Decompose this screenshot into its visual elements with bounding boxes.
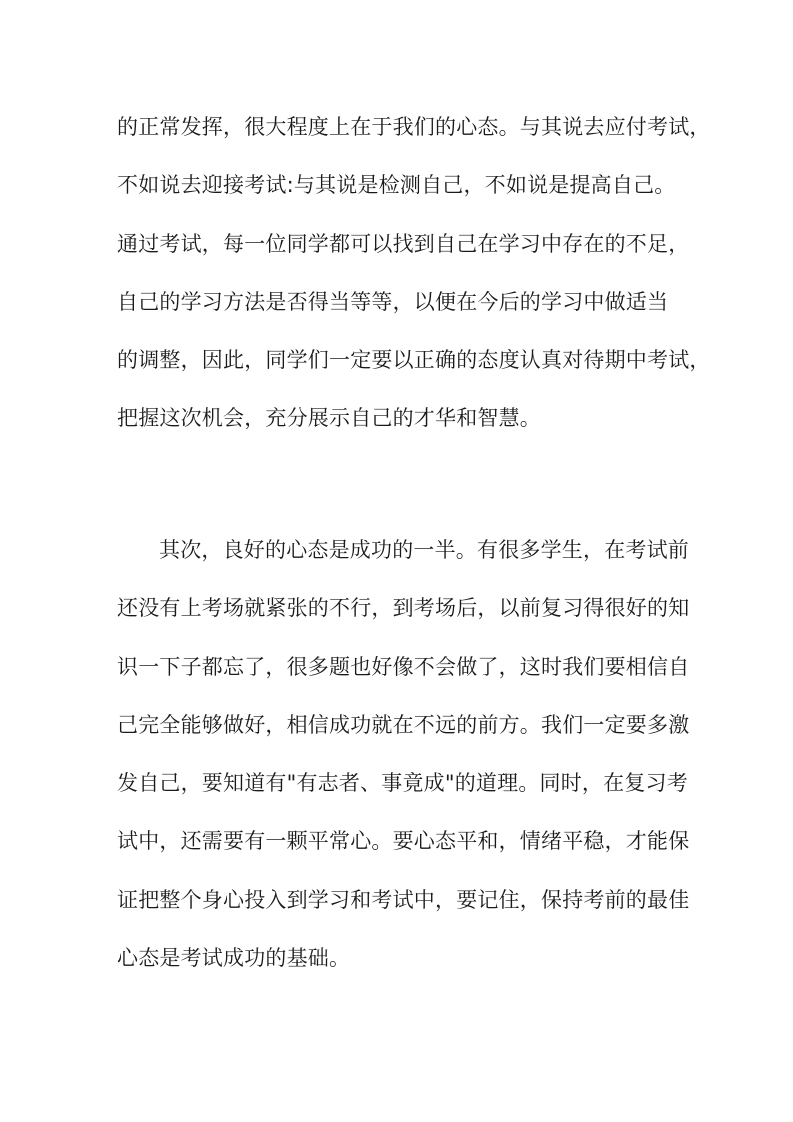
paragraph-line: 的正常发挥，很大程度上在于我们的心态。与其说去应付考试， xyxy=(117,115,711,139)
paragraph-line: 不如说去迎接考试:与其说是检测自己，不如说是提高自己。 xyxy=(117,173,676,198)
paragraph-line: 证把整个身心投入到学习和考试中，要记住，保持考前的最佳 xyxy=(117,887,690,912)
paragraph-line: 的调整，因此，同学们一定要以正确的态度认真对待期中考试， xyxy=(117,348,711,373)
paragraph-line: 识一下子都忘了，很多题也好像不会做了，这时我们要相信自 xyxy=(117,654,690,679)
paragraph-line: 通过考试，每一位同学都可以找到自己在学习中存在的不足， xyxy=(117,231,690,256)
paragraph-line: 还没有上考场就紧张的不行，到考场后，以前复习得很好的知 xyxy=(117,596,690,621)
paragraph-line: 己完全能够做好，相信成功就在不远的前方。我们一定要多激 xyxy=(117,712,690,737)
paragraph-line: 试中，还需要有一颗平常心。要心态平和，情绪平稳，才能保 xyxy=(117,829,690,854)
paragraph-first-line: 其次，良好的心态是成功的一半。有很多学生，在考试前 xyxy=(159,538,689,562)
paragraph-line: 自己的学习方法是否得当等等，以便在今后的学习中做适当 xyxy=(117,289,669,314)
paragraph-line: 心态是考试成功的基础。 xyxy=(117,946,351,971)
paragraph-1 xyxy=(117,98,711,448)
paragraph-line: 发自己，要知道有"有志者、事竟成"的道理。同时，在复习考 xyxy=(117,771,688,796)
paragraph-line: 把握这次机会，充分展示自己的才华和智慧。 xyxy=(117,406,541,431)
paragraph-2 xyxy=(117,521,690,987)
